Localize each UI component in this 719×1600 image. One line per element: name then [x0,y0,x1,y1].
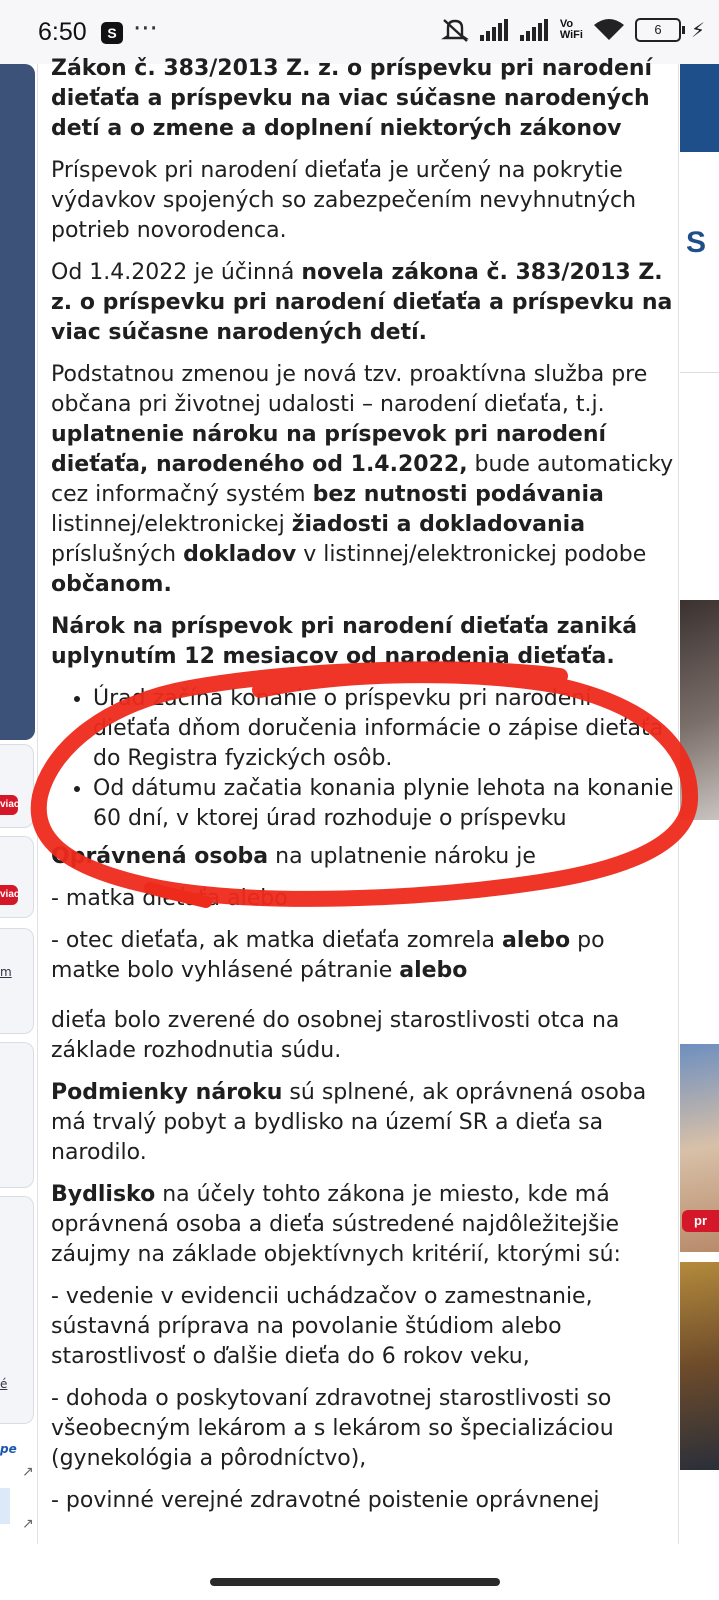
left-badge-2: viac [0,885,18,905]
left-card-1[interactable] [0,744,34,828]
right-badge: pr [682,1210,719,1232]
right-photo-3[interactable] [680,1262,719,1470]
paragraph-mother: - matka dieťaťa alebo [51,886,288,911]
paragraph-criteria-2: - dohoda o poskytovaní zdravotnej starostlivosti so všeobecným lekárom a s lekárom so špecializáciou (gynekológia a pôrodníctvo), [51,1386,614,1471]
signal-icon-2 [520,19,550,41]
paragraph-father: - otec dieťaťa, ak matka dieťaťa zomrela alebo po matke bolo vyhlásené pátranie alebo [51,928,605,983]
left-card-3[interactable] [0,928,34,1034]
paragraph-criteria-3: - povinné verejné zdravotné poistenie oprávnenej [51,1488,600,1513]
paragraph-residence: Bydlisko na účely tohto zákona je miesto, kde má oprávnená osoba a dieťa sústredené najdôležitejšie záujmy na základe objektívnych kritérií, ktorými sú: [51,1182,621,1267]
gesture-nav-bar[interactable] [210,1578,500,1586]
left-card-4[interactable] [0,1042,34,1188]
paragraph-eligible-person: Oprávnená osoba na uplatnenie nároku je [51,844,536,869]
paragraph-court-decision: dieťa bolo zverené do osobnej starostlivosti otca na základe rozhodnutia súdu. [51,1008,620,1063]
paragraph-amendment: Od 1.4.2022 je účinná novela zákona č. 383/2013 Z. z. o príspevku pri narodení dieťaťa a príspevku na viac súčasne narodených detí. [51,260,673,345]
muted-bell-icon [440,16,470,44]
external-link-icon[interactable]: ↗ [22,1464,34,1480]
left-card-snippet: é [0,1377,8,1391]
right-divider [680,372,719,373]
charging-icon: ⚡ [690,18,705,42]
right-photo-2[interactable] [680,1044,719,1252]
left-card-snippet: m [0,965,12,979]
paragraph-criteria-1: - vedenie v evidencii uchádzačov o zamestnanie, sústavná príprava na povolanie štúdiom alebo starostlivosť o ďalšie dieťa do 6 rokov veku, [51,1284,593,1369]
article-heading: Zákon č. 383/2013 Z. z. o príspevku pri narodení dieťaťa a príspevku na viac súčasne narodených detí a o zmene a doplnení niektorých zákonov [51,56,653,141]
paragraph-conditions: Podmienky nároku sú splnené, ak oprávnená osoba má trvalý pobyt a bydlisko na území SR a dieťa sa narodilo. [51,1080,647,1165]
left-thumb [0,1488,10,1524]
signal-icon-1 [480,19,510,41]
left-carousel-card[interactable] [0,64,35,740]
list-item: • Úrad začína konanie o príspevku pri narodení dieťaťa dňom doručenia informácie o zápise dieťaťa do Registra fyzických osôb. [93,684,676,774]
left-card-2[interactable] [0,836,34,918]
paragraph-purpose: Príspevok pri narodení dieťaťa je určený na pokrytie výdavkov spojených so zabezpečením nevyhnutných potrieb novorodenca. [51,158,637,243]
right-banner-letter: S [686,226,707,259]
left-card-5[interactable] [0,1196,34,1424]
left-badge-1: viac [0,795,18,815]
wifi-icon [593,18,625,42]
paragraph-claim-expiry: Nárok na príspevok pri narodení dieťaťa zaniká uplynutím 12 mesiacov od narodenia dieťaťa. [51,614,638,669]
app-notification-icon: S [101,22,123,44]
paragraph-proactive-service: Podstatnou zmenou je nová tzv. proaktívna služba pre občana pri životnej udalosti – narodení dieťaťa, t.j. uplatnenie nároku na príspevok pri narodení dieťaťa, narodeného od 1.4.2022, bude automaticky cez informačný systém bez nutnosti podávania listinnej/elektronickej žiadosti a dokladovania príslušných dokladov v listinnej/elektronickej podobe občanom. [51,362,674,597]
more-notifications-icon: ··· [133,14,158,44]
content-border-left [37,64,38,1544]
right-banner [680,64,719,152]
status-icons [440,16,705,44]
right-photo-1[interactable] [680,600,719,820]
external-link-icon[interactable]: ↗ [22,1516,34,1532]
battery-icon: 6 [635,18,681,42]
list-item: • Od dátumu začatia konania plynie lehota na konanie 60 dní, v ktorej úrad rozhoduje o príspevku [93,774,676,834]
vowifi-icon: Vo WiFi [559,18,583,41]
content-border-right [678,64,679,1544]
clock: 6:50 [38,18,87,46]
left-link-snippet[interactable]: pe [0,1442,17,1456]
procedure-list [51,684,676,834]
article-body [51,54,676,1528]
